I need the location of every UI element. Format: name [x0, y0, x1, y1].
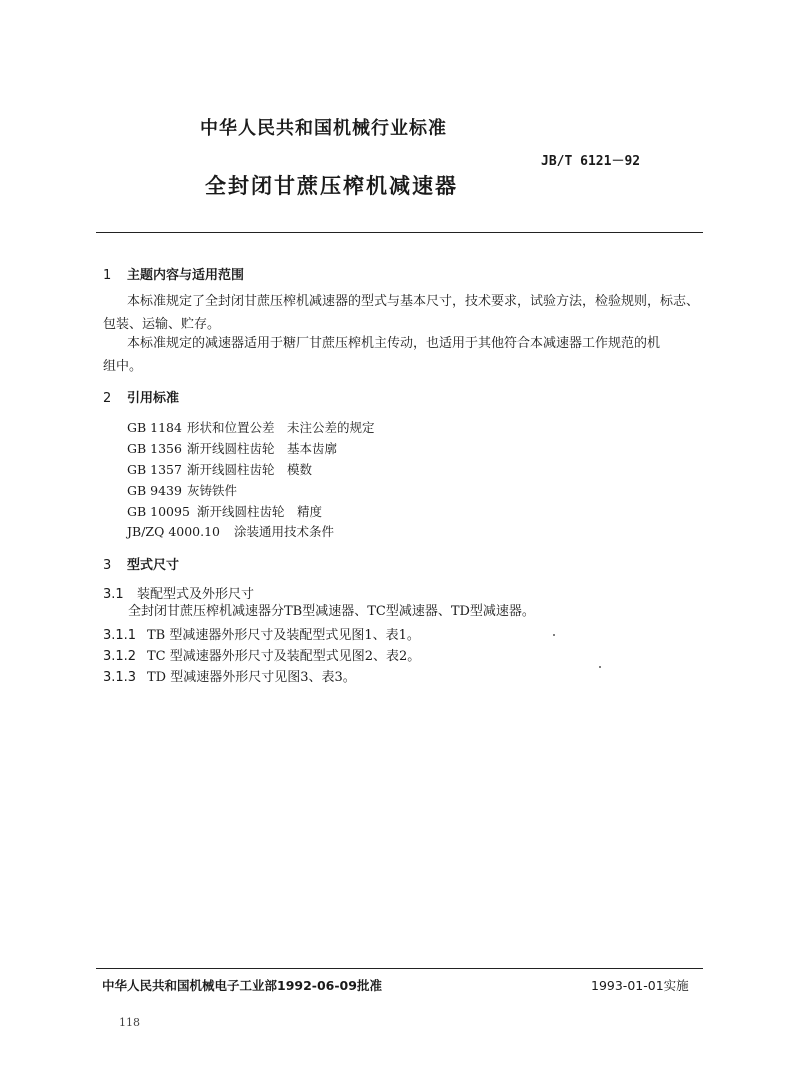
paragraph-line: 本标准规定的减速器适用于糖厂甘蔗压榨机主传动，也适用于其他符合本减速器工作规范的机 [127, 336, 661, 351]
reference-code: GB 9439 [127, 483, 182, 498]
reference-item [127, 522, 334, 540]
clause-text: TB 型减速器外形尺寸及装配型式见图1、表1。 [147, 628, 420, 643]
section-1-heading [103, 264, 244, 283]
section-number: 3 [103, 558, 112, 573]
reference-title: 渐开线圆柱齿轮 精度 [197, 504, 323, 519]
scan-speck [599, 666, 601, 668]
paragraph-line: 组中。 [103, 359, 143, 374]
clause-number: 3.1.3 [103, 670, 137, 685]
header-divider [96, 232, 703, 233]
section-title: 引用标准 [127, 391, 180, 406]
reference-title: 渐开线圆柱齿轮 模数 [187, 462, 313, 477]
clause-number: 3.1.1 [103, 628, 137, 643]
reference-title: 灰铸铁件 [187, 483, 238, 498]
reference-title: 形状和位置公差 未注公差的规定 [187, 420, 375, 435]
clause-item [103, 624, 420, 643]
approval-line: 中华人民共和国机械电子工业部1992-06-09批准 [102, 978, 382, 993]
reference-code: GB 1356 [127, 441, 182, 456]
reference-title: 涂装通用技术条件 [234, 524, 335, 539]
subsection-title: 装配型式及外形尺寸 [137, 587, 255, 602]
reference-item [127, 460, 312, 478]
paragraph-line: 本标准规定了全封闭甘蔗压榨机减速器的型式与基本尺寸，技术要求，试验方法，检验规则，标志、 [127, 294, 700, 309]
clause-item [103, 645, 420, 664]
clause-text: TD 型减速器外形尺寸见图3、表3。 [147, 670, 356, 685]
org-title: 中华人民共和国机械行业标准 [200, 118, 447, 139]
reference-title: 渐开线圆柱齿轮 基本齿廓 [187, 441, 338, 456]
section-number: 2 [103, 391, 112, 406]
footer-divider [96, 968, 703, 969]
paragraph-line: 全封闭甘蔗压榨机减速器分TB型减速器、TC型减速器、TD型减速器。 [128, 604, 535, 619]
reference-code: GB 1184 [127, 420, 182, 435]
reference-item [127, 502, 322, 520]
subsection-number: 3.1 [103, 587, 124, 602]
section-3-heading [103, 554, 179, 573]
section-number: 1 [103, 268, 112, 283]
reference-code: GB 10095 [127, 504, 190, 519]
effective-date: 1993-01-01实施 [591, 978, 689, 993]
clause-text: TC 型减速器外形尺寸及装配型式见图2、表2。 [147, 649, 421, 664]
clause-number: 3.1.2 [103, 649, 137, 664]
reference-item [127, 418, 375, 436]
reference-code: JB/ZQ 4000.10 [127, 524, 221, 539]
document-title: 全封闭甘蔗压榨机减速器 [205, 174, 458, 198]
clause-item [103, 666, 356, 685]
scan-speck [553, 634, 555, 636]
section-2-heading [103, 387, 179, 406]
section-title: 型式尺寸 [127, 558, 180, 573]
paragraph-line: 包装、运输、贮存。 [103, 317, 221, 332]
page-number: 118 [119, 1016, 140, 1029]
standard-number: JB/T 6121－92 [541, 154, 641, 169]
reference-item [127, 481, 237, 499]
reference-code: GB 1357 [127, 462, 182, 477]
reference-item [127, 439, 337, 457]
section-title: 主题内容与适用范围 [127, 268, 245, 283]
